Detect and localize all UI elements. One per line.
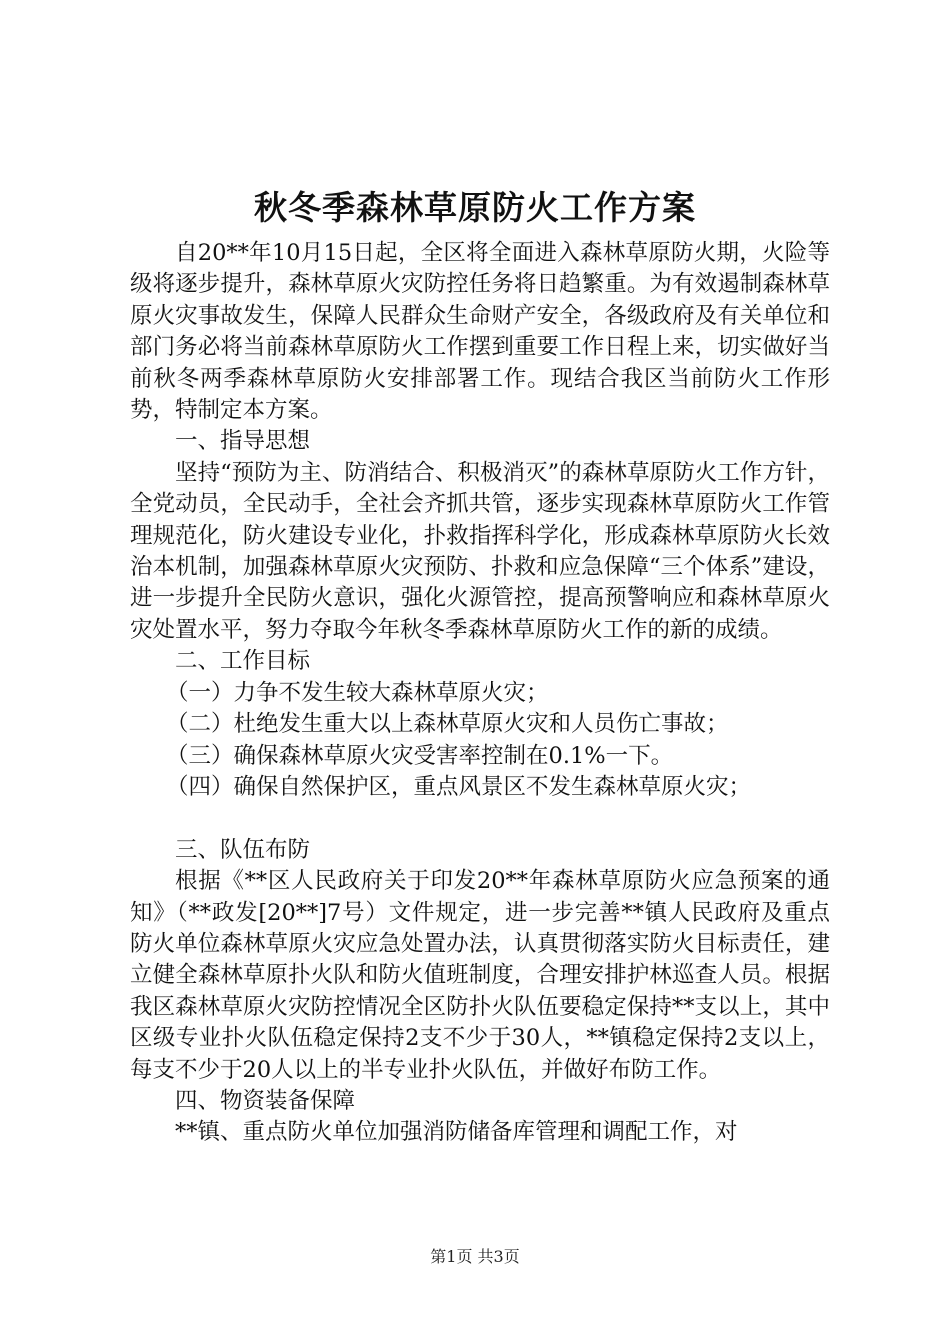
blank-line <box>130 803 830 834</box>
goal-item-2: （二）杜绝发生重大以上森林草原火灾和人员伤亡事故； <box>166 711 729 738</box>
document-title: 秋冬季森林草原防火工作方案 <box>254 188 696 227</box>
section-heading-guiding-thought: 一、指导思想 <box>175 428 311 455</box>
section-heading-team-deployment: 三、队伍布防 <box>175 836 311 863</box>
goal-item-3: （三）确保森林草原火灾受害率控制在0.1%一下。 <box>166 742 674 769</box>
intro-paragraph: 自20**年10月15日起，全区将全面进入森林草原防火期，火险等级将逐步提升，森林草原火灾防控任务将日趋繁重。为有效遏制森林草原火灾事故发生，保障人民群众生命财产安全，各级政府及有关单位和部门务必将当前森林草原防火工作摆到重要工作日程上来，切实做好当前秋冬两季森林草原防火安排部署工作。现结合我区当前防火工作形势，特制定本方案。 <box>130 240 830 424</box>
goal-item-4: （四）确保自然保护区，重点风景区不发生森林草原火灾； <box>166 773 752 800</box>
goal-item-1: （一）力争不发生较大森林草原火灾； <box>166 679 549 706</box>
section-heading-work-goals: 二、工作目标 <box>175 648 311 675</box>
team-deployment-paragraph: 根据《**区人民政府关于印发20**年森林草原防火应急预案的通知》（**政发[20**]7号）文件规定，进一步完善**镇人民政府及重点防火单位森林草原火灾应急处置办法，认真贯彻落实防火目标责任，建立健全森林草原扑火队和防火值班制度，合理安排护林巡查人员。根据我区森林草原火灾防控情况全区防扑火队伍要稳定保持**支以上，其中区级专业扑火队伍稳定保持2支不少于30人，**镇稳定保持2支以上，每支不少于20人以上的半专业扑火队伍，并做好布防工作。 <box>130 868 830 1083</box>
document-body <box>130 238 830 1149</box>
section-heading-supplies: 四、物资装备保障 <box>175 1087 356 1114</box>
supplies-paragraph: **镇、重点防火单位加强消防储备库管理和调配工作，对 <box>175 1119 738 1146</box>
guiding-thought-paragraph: 坚持“预防为主、防消结合、积极消灭”的森林草原防火工作方针，全党动员，全民动手，全社会齐抓共管，逐步实现森林草原防火工作管理规范化，防火建设专业化，扑救指挥科学化，形成森林草原防火长效治本机制，加强森林草原火灾预防、扑救和应急保障“三个体系”建设，进一步提升全民防火意识，强化火源管控，提高预警响应和森林草原火灾处置水平，努力夺取今年秋冬季森林草原防火工作的新的成绩。 <box>130 459 830 643</box>
page-footer: 第1页 共3页 <box>430 1247 520 1266</box>
